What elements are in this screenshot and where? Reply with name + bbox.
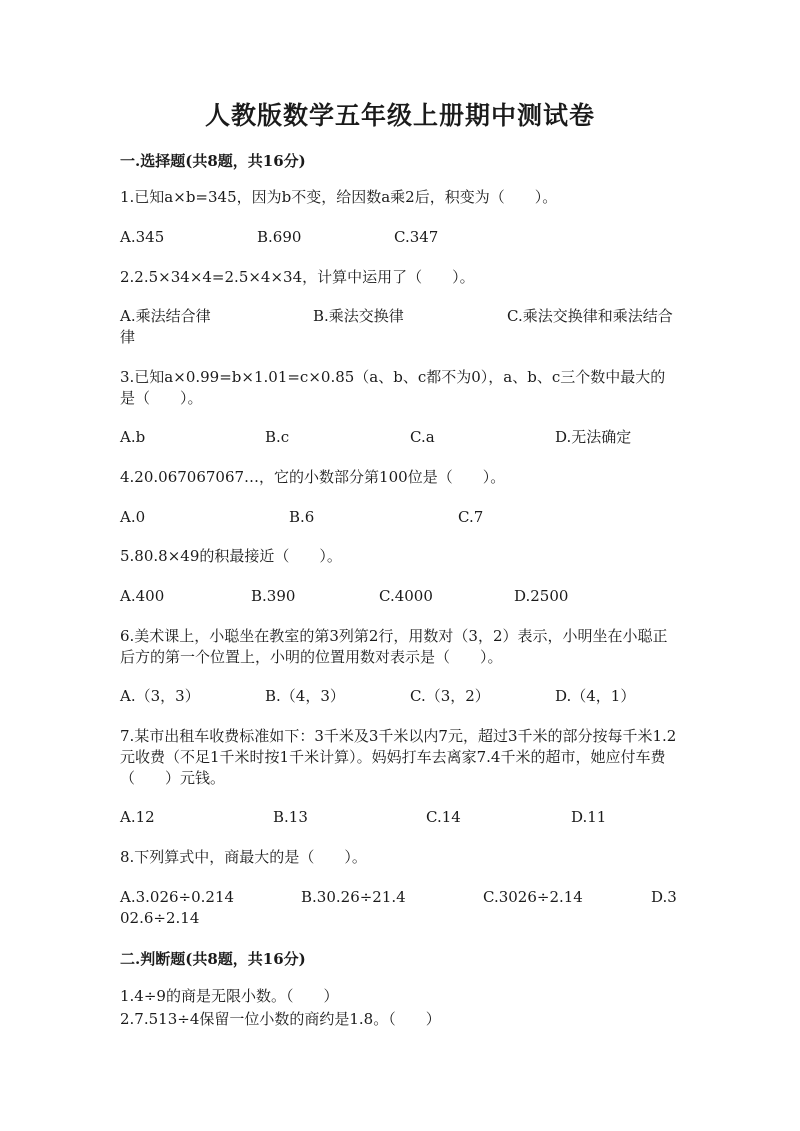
option-b: B.c	[265, 428, 290, 446]
question-3-options	[120, 427, 680, 469]
option-c: C.a	[410, 428, 435, 446]
option-d: D.（4，1）	[555, 687, 636, 705]
option-b: B.390	[251, 587, 296, 605]
option-c: C.（3，2）	[410, 687, 490, 705]
question-8-options-line	[120, 887, 680, 929]
option-c: C.3026÷2.14	[483, 888, 583, 906]
question-6-options	[120, 686, 680, 728]
option-c-wrap	[120, 306, 680, 348]
option-c: C.4000	[379, 587, 433, 605]
question-4: 4.20.067067067…，它的小数部分第100位是（ ）。	[120, 468, 506, 486]
option-a: A.乘法结合律	[120, 307, 211, 325]
question-1-options	[120, 227, 680, 269]
option-a: A.345	[120, 228, 165, 246]
option-a: A.（3，3）	[120, 687, 200, 705]
option-b: B.690	[257, 228, 302, 246]
option-d: D.2500	[514, 587, 569, 605]
section-heading-judge: 二.判断题(共8题，共16分)	[120, 950, 306, 968]
option-a: A.400	[120, 587, 165, 605]
option-c: C.乘法交换律和乘法结合律	[120, 307, 673, 346]
option-a: A.b	[120, 428, 146, 446]
page-title: 人教版数学五年级上册期中测试卷	[204, 101, 595, 130]
question-2-options	[120, 306, 680, 348]
option-c: C.347	[394, 228, 439, 246]
option-c: C.7	[458, 508, 484, 526]
question-5: 5.80.8×49的积最接近（ ）。	[120, 547, 342, 565]
question-7-options	[120, 807, 680, 849]
question-3: 3.已知a×0.99=b×1.01=c×0.85（a、b、c都不为0），a、b、c三个数中最大的是（ ）。	[120, 368, 666, 407]
option-a: A.0	[120, 508, 146, 526]
judge-item-1: 1.4÷9的商是无限小数。（ ）	[120, 987, 339, 1005]
question-8-options	[120, 887, 680, 929]
option-a: A.3.026÷0.214	[120, 888, 235, 906]
question-1: 1.已知a×b=345，因为b不变，给因数a乘2后，积变为（ ）。	[120, 188, 558, 206]
judge-item-2: 2.7.513÷4保留一位小数的商约是1.8。（ ）	[120, 1010, 441, 1028]
question-4-options	[120, 507, 680, 549]
option-d: D.302.6÷2.14	[120, 888, 677, 927]
option-b: B.30.26÷21.4	[301, 888, 406, 906]
question-7: 7.某市出租车收费标准如下：3千米及3千米以内7元，超过3千米的部分按每千米1.2元收费（不足1千米时按1千米计算）。妈妈打车去离家7.4千米的超市，她应付车费（ ）元钱。	[120, 727, 677, 787]
question-5-options	[120, 586, 680, 628]
option-b: B.乘法交换律	[313, 307, 404, 325]
question-6: 6.美术课上，小聪坐在教室的第3列第2行，用数对（3，2）表示，小明坐在小聪正后方的第一个位置上，小明的位置用数对表示是（ ）。	[120, 627, 668, 666]
option-d: D.无法确定	[555, 428, 632, 446]
option-b: B.6	[289, 508, 315, 526]
option-c: C.14	[426, 808, 461, 826]
option-b: B.（4，3）	[265, 687, 345, 705]
question-2: 2.2.5×34×4=2.5×4×34，计算中运用了（ ）。	[120, 268, 475, 286]
section-heading-choice: 一.选择题(共8题，共16分)	[120, 152, 306, 170]
option-d: D.11	[571, 808, 607, 826]
option-a: A.12	[120, 808, 155, 826]
question-8: 8.下列算式中，商最大的是（ ）。	[120, 848, 367, 866]
option-b: B.13	[273, 808, 308, 826]
